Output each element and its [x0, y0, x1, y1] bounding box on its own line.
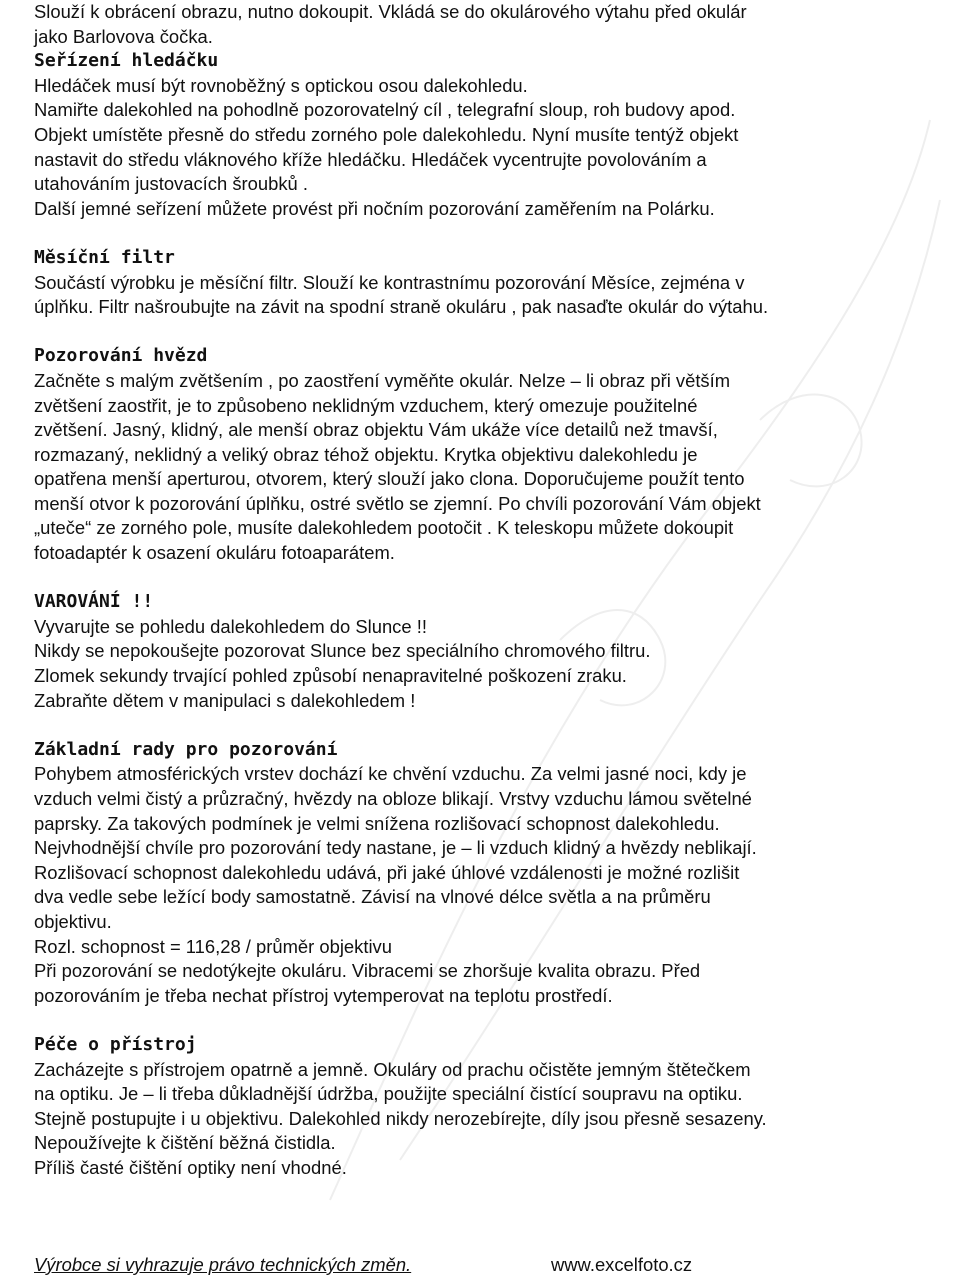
advice-line: Rozlišovací schopnost dalekohledu udává, při jaké úhlové vzdálenosti je možné rozlišit: [34, 861, 740, 883]
intro-section: [34, 0, 934, 49]
advice-line: vzduch velmi čistý a průzračný, hvězdy na obloze blikají. Vrstvy vzduchu lámou světelné: [34, 788, 752, 809]
advice-line: Nejvhodnější chvíle pro pozorování tedy nastane, je – li vzduch klidný a hvězdy neblikají.: [34, 837, 757, 859]
advice-section: [34, 738, 934, 1009]
stars-heading: Pozorování hvězd: [34, 345, 208, 367]
warning-heading: VAROVÁNÍ !!: [34, 591, 154, 613]
finder-line: Hledáček musí být rovnoběžný s optickou osou dalekohledu.: [34, 74, 528, 96]
stars-line: Začněte s malým zvětšením , po zaostření vyměňte okulár. Nelze – li obraz při větším: [34, 369, 731, 391]
warning-line: Nikdy se nepokoušejte pozorovat Slunce bez speciálního chromového filtru.: [34, 640, 651, 662]
finder-line: utahováním justovacích šroubků .: [34, 173, 308, 195]
stars-line: zvětšení. Jasný, klidný, ale menší obraz objektu Vám ukáže více detailů než tmavší,: [34, 419, 718, 441]
warning-line: Vyvarujte se pohledu dalekohledem do Slunce !!: [34, 615, 427, 637]
finder-line: Objekt umístěte přesně do středu zorného pole dalekohledu. Nyní musíte tentýž objekt: [34, 123, 739, 145]
care-heading: Péče o přístroj: [34, 1033, 197, 1055]
care-line: Příliš časté čištění optiky není vhodné.: [34, 1156, 347, 1178]
finder-heading: Seřízení hledáčku: [34, 50, 219, 72]
moon-filter-line: úplňku. Filtr našroubujte na závit na spodní straně okuláru , pak nasaďte okulár do výtahu.: [34, 296, 769, 318]
moon-filter-line: Součástí výrobku je měsíční filtr. Slouží ke kontrastnímu pozorování Měsíce, zejména v: [34, 271, 745, 293]
finder-line: Namiřte dalekohled na pohodlně pozorovatelný cíl , telegrafní sloup, roh budovy apod.: [34, 99, 736, 121]
footer-disclaimer: Výrobce si vyhrazuje právo technických změn.: [34, 1254, 412, 1275]
finder-line: Další jemné seřízení můžete provést při nočním pozorování zaměřením na Polárku.: [34, 197, 715, 219]
stars-line: opatřena menší aperturou, otvorem, který slouží jako clona. Doporučujeme použít tento: [34, 468, 745, 490]
warning-line: Zlomek sekundy trvající pohled způsobí nenapravitelné poškození zraku.: [34, 665, 627, 687]
stars-line: rozmazaný, neklidný a veliký obraz téhož objektu. Krytka objektivu dalekohledu je: [34, 443, 698, 465]
advice-heading: Základní rady pro pozorování: [34, 738, 338, 760]
care-line: na optiku. Je – li třeba důkladnější údržba, použijte speciální čistící soupravu na optiku.: [34, 1083, 743, 1105]
advice-line: objektivu.: [34, 910, 112, 932]
warning-section: [34, 590, 934, 713]
finder-section: [34, 49, 934, 221]
moon-filter-section: [34, 246, 934, 320]
stars-line: menší otvor k pozorování úplňku, ostré světlo se zjemní. Po chvíli pozorování Vám objekt: [34, 492, 761, 514]
footer-website[interactable]: www.excelfoto.cz: [551, 1254, 693, 1275]
document-page: [34, 0, 934, 1181]
stars-line: „uteče“ ze zorného pole, musíte dalekohledem pootočit . K teleskopu můžete dokoupit: [34, 517, 734, 539]
advice-line: Pohybem atmosférických vrstev dochází ke chvění vzduchu. Za velmi jasné noci, kdy je: [34, 763, 747, 785]
stars-section: [34, 344, 934, 565]
advice-line: dva vedle sebe ležící body samostatně. Závisí na vlnové délce světla a na průměru: [34, 886, 711, 908]
warning-line: Zabraňte dětem v manipulaci s dalekohledem !: [34, 689, 416, 711]
stars-line: zvětšení zaostřit, je to způsobeno neklidným vzduchem, který omezuje použitelné: [34, 394, 698, 416]
intro-line: jako Barlovova čočka.: [34, 25, 213, 47]
care-section: [34, 1033, 934, 1181]
moon-filter-heading: Měsíční filtr: [34, 246, 175, 268]
advice-line: pozorováním je třeba nechat přístroj vytemperovat na teplotu prostředí.: [34, 984, 613, 1006]
advice-line: paprsky. Za takových podmínek je velmi snížena rozlišovací schopnost dalekohledu.: [34, 812, 720, 834]
resolution-formula: Rozl. schopnost = 116,28 / průměr objektivu: [34, 935, 392, 957]
care-line: Stejně postupujte i u objektivu. Dalekohled nikdy nerozebírejte, díly jsou přesně sesazeny.: [34, 1107, 767, 1129]
intro-line: Slouží k obrácení obrazu, nutno dokoupit. Vkládá se do okulárového výtahu před okulár: [34, 1, 747, 22]
page-footer: [34, 1254, 934, 1280]
stars-line: fotoadaptér k osazení okuláru fotoaparátem.: [34, 542, 395, 564]
finder-line: nastavit do středu vláknového kříže hledáčku. Hledáček vycentrujte povolováním a: [34, 148, 707, 170]
advice-line: Při pozorování se nedotýkejte okuláru. Vibracemi se zhoršuje kvalita obrazu. Před: [34, 960, 701, 982]
care-line: Zacházejte s přístrojem opatrně a jemně. Okuláry od prachu očistěte jemným štětečkem: [34, 1058, 751, 1080]
care-line: Nepoužívejte k čištění běžná čistidla.: [34, 1132, 336, 1154]
